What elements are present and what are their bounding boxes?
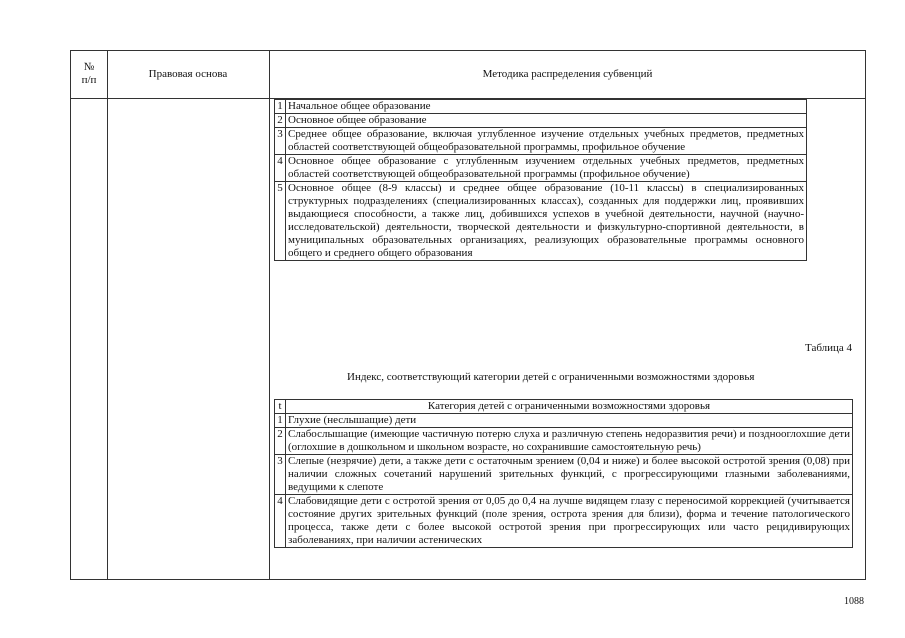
education-level-row <box>275 128 807 155</box>
row-text: Глухие (неслышащие) дети <box>286 414 853 428</box>
disability-category-row <box>275 495 853 548</box>
row-text: Слабослышащие (имеющие частичную потерю слуха и различную степень недоразвития речи) и позднооглохшие дети (оглохшие в дошкольном и школьном возрасте, но сохранившие самостоятельную речь) <box>286 428 853 455</box>
disability-category-row <box>275 455 853 495</box>
row-number: 4 <box>275 495 286 548</box>
row-text: Основное общее образование с углубленным изучением отдельных учебных предметов, предметных областей соответствующей общеобразовательной программы (профильное обучение) <box>286 155 807 182</box>
row-number: 1 <box>275 414 286 428</box>
table-4-clip <box>274 399 854 579</box>
education-level-row <box>275 182 807 261</box>
row-number: 3 <box>275 128 286 155</box>
row-text: Слабовидящие дети с остротой зрения от 0,05 до 0,4 на лучше видящем глазу с переносимой коррекцией (учитывается состояние других зрительных функций (поле зрения, острота зрения для близи), форма и течение патологического процесса, также дети с более высокой остротой зрения при прогрессирующих или часто рецидивирующих заболеваниях, при наличии астенических <box>286 495 853 548</box>
disability-category-row <box>275 428 853 455</box>
row-number: 1 <box>275 100 286 114</box>
row-text: Среднее общее образование, включая углубленное изучение отдельных учебных предметов, предметных областей соответствующей общеобразовательной программы, профильное обучение <box>286 128 807 155</box>
row-text: Основное общее образование <box>286 114 807 128</box>
education-levels-table <box>274 99 807 261</box>
disability-category-row <box>275 414 853 428</box>
column-divider <box>107 50 108 580</box>
education-level-row <box>275 114 807 128</box>
row-text: Начальное общее образование <box>286 100 807 114</box>
row-number: 2 <box>275 114 286 128</box>
page-number: 1088 <box>844 596 864 607</box>
table-header-row <box>275 400 853 414</box>
education-level-row <box>275 100 807 114</box>
education-level-row <box>275 155 807 182</box>
row-number: 4 <box>275 155 286 182</box>
row-number: 5 <box>275 182 286 261</box>
disability-category-table <box>274 399 853 548</box>
table-4-caption: Индекс, соответствующий категории детей с ограниченными возможностями здоровья <box>347 371 755 383</box>
row-number: 3 <box>275 455 286 495</box>
row-text: Основное общее (8-9 классы) и среднее общее образование (10-11 классы) в специализированных структурных подразделениях (специализированных классах), созданных для поддержки лиц, проявивших выдающиеся способности, а также лиц, добившихся успехов в учебной деятельности, научной (научно-исследовательской) деятельности, творческой деятельности и физкультурно-спортивной деятельности, в муниципальных образовательных организациях, реализующих образовательные программы основного общего и среднего общего образования <box>286 182 807 261</box>
header-cell-category: Категория детей с ограниченными возможностями здоровья <box>286 400 853 414</box>
header-cell-t: t <box>275 400 286 414</box>
header-distribution-method: Методика распределения субвенций <box>482 68 653 80</box>
column-divider <box>269 50 270 580</box>
header-number: № п/п <box>81 61 97 86</box>
table-4-label: Таблица 4 <box>805 342 853 354</box>
header-legal-basis: Правовая основа <box>148 68 228 80</box>
row-number: 2 <box>275 428 286 455</box>
row-text: Слепые (незрячие) дети, а также дети с остаточным зрением (0,04 и ниже) и более высокой остротой зрения (0,08) при наличии сложных сочетаний нарушений зрительных функций, с прогрессирующими глазными заболеваниями, ведущими к слепоте <box>286 455 853 495</box>
